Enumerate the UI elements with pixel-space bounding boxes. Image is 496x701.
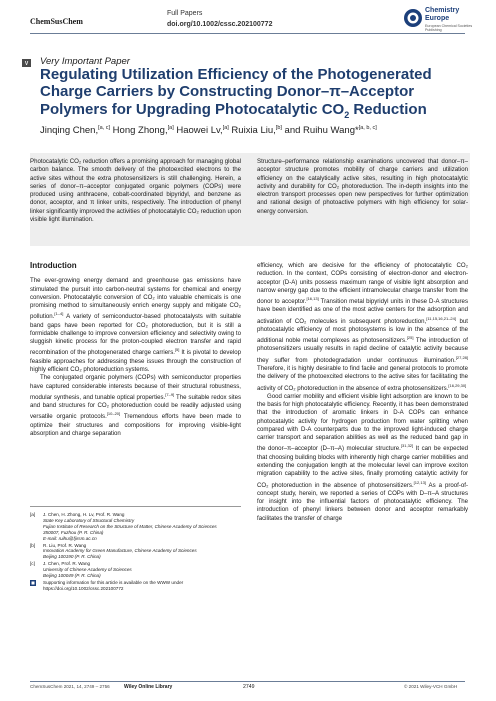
paragraph-text: As a proof-of-concept study, herein, we reported a series of COPs with D–π–A structures for insight into the influential factors of photocatalytic efficiency. The introduction of phenyl linkers between donor and acceptor remarkably facilitates the transfer of charge (257, 481, 468, 522)
supporting-info-icon (30, 580, 36, 586)
paragraph-text: The ever-growing energy demand and greenhouse gas emissions have stimulated the pursuit into carbon-neutral systems for chemical and energy conversion. Photocatalytic conversion of CO₂ into valuable chemicals is one promising method to simultaneously enrich energy supply and mitigate CO₂ pollution. (30, 277, 241, 321)
citation-ref[interactable]: [16,29,30] (448, 382, 467, 388)
footnote-line: 350007, Fuzhou (P. R. China) (43, 529, 104, 535)
body-paragraph (30, 374, 241, 438)
paragraph-text: Good carrier mobility and efficient visible light adsorption are known to be the basis for high photocatalytic efficiency. Recently, it has been demonstrated that the introduction of aromatic linkers in D-A COPs can enhance photocatalytic activity for hydrogen production from water splitting when compared with D-A counterparts due to the improved light-induced charge carrier transport and separation abilities as well as the reduced band gap in the donor–π–acceptor (D–π–A) molecular structure. (257, 392, 468, 453)
author-affiliation: [a] (222, 125, 229, 131)
author-affiliation: [a, c] (98, 125, 111, 131)
citation-ref[interactable]: [1–4] (54, 311, 64, 317)
footnote-rule (30, 506, 241, 507)
footnote-line: J. Chen, Prof. R. Wang (43, 561, 91, 567)
article-label: Very Important Paper (40, 56, 130, 67)
footer-wiley-online-library[interactable]: Wiley Online Library (124, 684, 173, 690)
author-name[interactable]: Hong Zhong, (110, 125, 168, 137)
author-affiliation: [a, b, c] (358, 125, 377, 131)
section-heading-introduction: Introduction (30, 261, 77, 270)
chemistry-europe-logo (403, 5, 483, 35)
citation-ref[interactable]: [25] (406, 335, 414, 341)
footnote-line: Fujian Institute of Research on the Structure of Matter, Chinese Academy of Sciences (43, 523, 217, 529)
doi-link[interactable]: doi.org/10.1002/cssc.202100772 (167, 21, 273, 28)
chemistry-europe-logo-icon (403, 8, 423, 28)
citation-ref[interactable]: [12,13] (413, 479, 426, 485)
citation-ref[interactable]: [5] (174, 347, 180, 353)
section-label: Full Papers (167, 10, 203, 17)
citation-ref[interactable]: [16,13] (306, 296, 319, 302)
footnote-a (30, 512, 241, 542)
footnote-b (30, 543, 241, 561)
article-title (40, 66, 470, 124)
author-name[interactable]: Ruixia Liu, (228, 125, 276, 137)
body-paragraph (257, 393, 468, 523)
footnote-label: [b] (30, 542, 36, 548)
logo-text-line2: Europe (425, 15, 450, 22)
footnote-c (30, 561, 241, 579)
footnote-line: J. Chen, H. Zhong, H. Lv, Prof. R. Wang (43, 512, 125, 517)
abstract-left: Photocatalytic CO₂ reduction offers a promising approach for managing global carbon balance. The smooth delivery of the photoexcited electrons to the active sites without the extra photosensitizers is still challenging. Herein, a series of donor–π–acceptor conjugated organic polymers (COPs) were produced using anthracene, cobalt-coordinated bipyridyl, and benzene as donor, acceptor, and π linker units, respectively. The introduction of phenyl linker significantly improved the activities of photocatalytic CO₂ reduction upon visible light illumination. (30, 158, 241, 224)
title-subscript: 2 (344, 109, 350, 120)
paragraph-text: The suitable redox sites and band structures for CO₂ photoreduction could be readily adjusted using versatile organic protocols. (30, 393, 241, 421)
citation-ref[interactable]: [27,28] (455, 354, 468, 360)
author-affiliation: [a] (167, 125, 174, 131)
paragraph-text: Therefore, it is highly desirable to find facile and general protocols to promote the delivery of the photoexcited electrons to the active sites for facilitating the activity of CO₂ photoreduction in the absence of extra photosensitizers. (257, 365, 468, 392)
footnote-line: State Key Laboratory of Structural Chemistry (43, 517, 135, 523)
logo-text-line1: Chemistry (425, 7, 460, 14)
author-name[interactable]: and Ruihu Wang* (281, 125, 359, 137)
paragraph-text: The conjugated organic polymers (COPs) with semiconductor properties have captured considerable interests because of their structural robustness, modular synthesis, and tunable optical properties. (30, 374, 241, 401)
paragraph-text: Transition metal bipyridyl units in these D-A structures have been identified as one of the most active centers for the adsorption and activation of CO₂ molecules in subsequent photoreduction, (257, 298, 468, 325)
page-number: 2749 (243, 684, 255, 690)
footnote-line: Innovation Academy for Green Manufacture, Chinese Academy of Sciences (43, 548, 197, 554)
paragraph-text: but photocatalytic efficiency of most photosystems is low in the absence of the additional noble metal complexes as photosensitizers. (257, 317, 468, 345)
citation-ref[interactable]: [11,15,16,21–24] (426, 315, 456, 321)
title-text-end: Reduction (349, 100, 427, 118)
header-rule (30, 33, 465, 34)
paragraph-text: It is pivotal to develop feasible approaches for addressing these issues through the construction of highly efficient CO₂ photoreduction systems. (30, 349, 241, 373)
paragraph-text: Tremendous efforts have been made to optimize their structures and compositions for improving visible-light absorption and charge separation (30, 413, 242, 437)
footnote-label: [a] (30, 512, 36, 517)
footer-rule (30, 681, 465, 682)
footnote-line: Beijing 100190 (P. R. China) (43, 554, 101, 560)
footer-citation: ChemSusChem 2021, 14, 2749 – 2756 (30, 684, 110, 689)
footnote-line: R. Liu, Prof. R. Wang (43, 542, 87, 548)
title-text: Regulating Utilization Efficiency of the Photogenerated Charge Carriers by Constructing Donor–π–Acceptor Polymers for Upgrading Photocatalytic CO (40, 66, 432, 118)
author-name[interactable]: Jinqing Chen, (40, 125, 99, 137)
journal-name: ChemSusChem (30, 17, 83, 26)
affiliation-footnotes (30, 512, 241, 592)
body-paragraph (257, 262, 468, 393)
footnote-label: [c] (30, 561, 35, 567)
logo-text-line3: European Chemical Societies Publishing (425, 24, 473, 32)
footnote-supporting-info (30, 580, 241, 592)
supporting-info-text[interactable]: Supporting information for this article is available on the WWW under https://doi.org/10.1002/cssc.202100772 (43, 579, 184, 591)
footnote-email[interactable]: E-mail: ruihu@fjirsm.ac.cn (43, 535, 97, 541)
abstract-box (30, 153, 470, 246)
paragraph-text: A variety of semiconductor-based photocatalysts with suitable band gaps have been reported for CO₂ photoreduction, but it is still a formidable challenge to improve conversion efficiency and selectivity owing to sluggish kinetic process for the proton-coupled electron transfer and rapid recombination of the photogenerated charge carriers. (30, 313, 241, 357)
abstract-right: Structure–performance relationship examinations uncovered that donor–π–acceptor structure promotes mobility of charge carriers and utilization efficiency on the catalytically active sites, resulting in high photocatalytic activity and durability for CO₂ photoreduction. The in-depth insights into the electron transport processes open new perspectives for further optimization and rational design of photoactive polymers with high efficiency for solar-energy conversion. (257, 158, 468, 215)
vip-badge-icon (22, 59, 31, 67)
body-paragraph (30, 277, 241, 374)
body-right-column (257, 262, 468, 523)
author-list (40, 125, 377, 136)
paragraph-text: efficiency, which are decisive for the efficiency of photocatalytic CO₂ reduction. In the context, COPs consisting of electron-donor and electron-acceptor (D-A) units possess maximum range of visible light absorption and narrow energy gap due to the efficient intramolecular charge transfer from the donor to acceptor. (257, 262, 468, 306)
svg-text:V: V (24, 61, 29, 67)
footnote-line: University of Chinese Academy of Sciences (43, 567, 132, 573)
author-affiliation: [b] (275, 125, 282, 131)
citation-ref[interactable]: [10–20] (106, 411, 121, 417)
citation-ref[interactable]: [7–9] (165, 391, 175, 397)
paragraph-text: The introduction of photosensitizers usually results in rapid decline of catalytic activity because they suffer from photodegradation under continuous illumination. (257, 337, 469, 364)
footnote-line: Beijing 100049 (P. R. China) (43, 573, 101, 579)
citation-ref[interactable]: [31,32] (400, 443, 414, 449)
page-header (0, 0, 496, 40)
footer-copyright: © 2021 Wiley-VCH GmbH (404, 684, 458, 689)
paragraph-text: It can be expected that choosing building blocks with inherently high charge carrier mobilities and extending the conjugation length at the molecular level can improve exciton migration capability to the active sites, finally promoting catalytic activity for CO₂ photoreduction in the absence of photosensitizers. (257, 445, 468, 489)
body-left-column (30, 262, 241, 438)
author-name[interactable]: Haowei Lv, (173, 125, 223, 137)
